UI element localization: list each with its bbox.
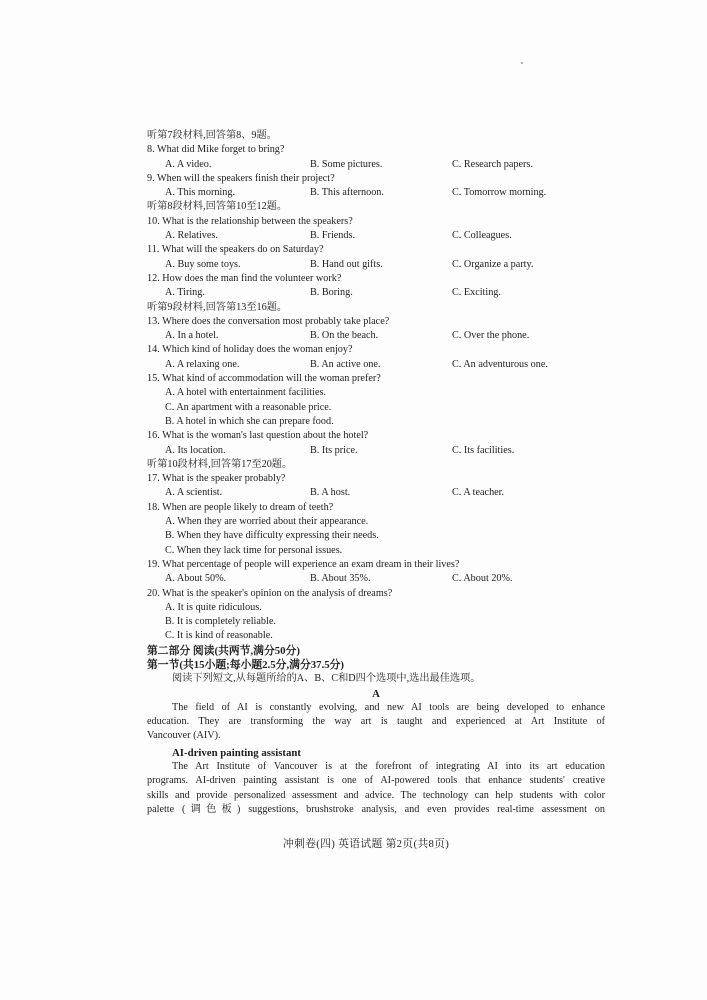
question-19-stem: 19. What percentage of people will experience an exam dream in their lives?: [147, 558, 460, 570]
question-17-option-a: A. A scientist.: [165, 487, 223, 499]
question-11-options: [147, 258, 605, 272]
question-15-option-c: C. An apartment with a reasonable price.: [165, 401, 332, 413]
question-8-option-c: C. Research papers.: [452, 158, 533, 170]
question-18-stem: 18. When are people likely to dream of teeth?: [147, 501, 334, 513]
scan-speck: [521, 62, 523, 64]
question-19-option-c: C. About 20%.: [452, 573, 513, 585]
body-line-2: programs. AI-driven painting assistant is one of AI-powered tools that enhance students' creative: [147, 775, 605, 787]
question-11-option-c: C. Organize a party.: [452, 258, 534, 270]
question-12-stem: 12. How does the man find the volunteer work?: [147, 272, 342, 284]
question-14-option-b: B. An active one.: [310, 358, 381, 370]
question-15-stem: 15. What kind of accommodation will the woman prefer?: [147, 373, 381, 385]
question-12-option-c: C. Exciting.: [452, 287, 501, 299]
section-1-title: 第一节(共15小题;每小题2.5分,满分37.5分): [147, 658, 345, 671]
question-18-option-b: B. When they have difficulty expressing their needs.: [165, 530, 379, 542]
intro-line-3: Vancouver (AIV).: [147, 730, 221, 742]
passage-9-instruction: 听第9段材料,回答第13至16题。: [147, 301, 288, 313]
question-14-option-a: A. A relaxing one.: [165, 358, 240, 370]
question-16-option-a: A. Its location.: [165, 444, 226, 456]
question-9-option-b: B. This afternoon.: [310, 187, 384, 199]
question-13-option-a: A. In a hotel.: [165, 330, 219, 342]
question-16-options: [147, 444, 605, 458]
body-line-1: The Art Institute of Vancouver is at the forefront of integrating AI into its art education: [172, 761, 605, 773]
question-15-option-a: A. A hotel with entertainment facilities.: [165, 387, 326, 399]
question-11-option-b: B. Hand out gifts.: [310, 258, 383, 270]
question-8-stem: 8. What did Mike forget to bring?: [147, 144, 285, 156]
question-10-option-a: A. Relatives.: [165, 230, 218, 242]
question-11-option-a: A. Buy some toys.: [165, 258, 241, 270]
intro-line-2: education. They are transforming the way art is taught and experienced at Art Institute of: [147, 716, 605, 728]
question-9-option-a: A. This morning.: [165, 187, 235, 199]
passage-label: A: [372, 687, 380, 700]
question-12-options: [147, 286, 605, 300]
body-line-3: skills and provide personalized assessment and advice. The technology can help students with color: [147, 789, 605, 801]
question-20-option-b: B. It is completely reliable.: [165, 616, 276, 628]
question-10-options: [147, 229, 605, 243]
passage-10-instruction: 听第10段材料,回答第17至20题。: [147, 458, 293, 470]
question-9-options: [147, 186, 605, 200]
question-13-stem: 13. Where does the conversation most probably take place?: [147, 315, 390, 327]
question-14-option-c: C. An adventurous one.: [452, 358, 548, 370]
question-18-option-a: A. When they are worried about their appearance.: [165, 516, 369, 528]
question-20-option-a: A. It is quite ridiculous.: [165, 601, 262, 613]
question-17-option-c: C. A teacher.: [452, 487, 505, 499]
passage-8-instruction: 听第8段材料,回答第10至12题。: [147, 201, 288, 213]
question-13-option-b: B. On the beach.: [310, 330, 379, 342]
question-16-option-c: C. Its facilities.: [452, 444, 515, 456]
question-8-options: [147, 158, 605, 172]
question-12-option-b: B. Boring.: [310, 287, 353, 299]
question-19-options: [147, 572, 605, 586]
question-11-stem: 11. What will the speakers do on Saturday?: [147, 244, 324, 256]
question-17-option-b: B. A host.: [310, 487, 351, 499]
question-14-options: [147, 358, 605, 372]
reading-instruction: 阅读下列短文,从每题所给的A、B、C和D四个选项中,选出最佳选项。: [172, 673, 481, 685]
question-16-stem: 16. What is the woman's last question about the hotel?: [147, 430, 369, 442]
question-8-option-a: A. A video.: [165, 158, 212, 170]
question-15-option-b: B. A hotel in which she can prepare food.: [165, 415, 334, 427]
page-footer: 冲刺卷(四) 英语试题 第2页(共8页): [283, 838, 450, 850]
question-12-option-a: A. Tiring.: [165, 287, 205, 299]
passage-subheading: AI-driven painting assistant: [172, 746, 301, 759]
question-19-option-b: B. About 35%.: [310, 573, 371, 585]
question-13-options: [147, 329, 605, 343]
passage-7-instruction: 听第7段材料,回答第8、9题。: [147, 130, 277, 141]
question-10-option-c: C. Colleagues.: [452, 230, 512, 242]
body-line-4: palette (调色板) suggestions, brushstroke analysis, and even provides real-time assessment on: [147, 803, 605, 815]
question-10-stem: 10. What is the relationship between the speakers?: [147, 215, 353, 227]
question-8-option-b: B. Some pictures.: [310, 158, 383, 170]
question-10-option-b: B. Friends.: [310, 230, 355, 242]
question-20-stem: 20. What is the speaker's opinion on the analysis of dreams?: [147, 587, 393, 599]
question-13-option-c: C. Over the phone.: [452, 330, 530, 342]
question-16-option-b: B. Its price.: [310, 444, 358, 456]
question-17-options: [147, 486, 605, 500]
question-9-option-c: C. Tomorrow morning.: [452, 187, 547, 199]
question-9-stem: 9. When will the speakers finish their project?: [147, 172, 335, 184]
intro-line-1: The field of AI is constantly evolving, and new AI tools are being developed to enhance: [172, 701, 605, 713]
part-2-title: 第二部分 阅读(共两节,满分50分): [147, 644, 300, 657]
question-19-option-a: A. About 50%.: [165, 573, 227, 585]
question-17-stem: 17. What is the speaker probably?: [147, 473, 286, 485]
question-18-option-c: C. When they lack time for personal issues.: [165, 544, 343, 556]
page-content: [147, 129, 605, 817]
question-20-option-c: C. It is kind of reasonable.: [165, 630, 273, 642]
question-14-stem: 14. Which kind of holiday does the woman enjoy?: [147, 344, 353, 356]
